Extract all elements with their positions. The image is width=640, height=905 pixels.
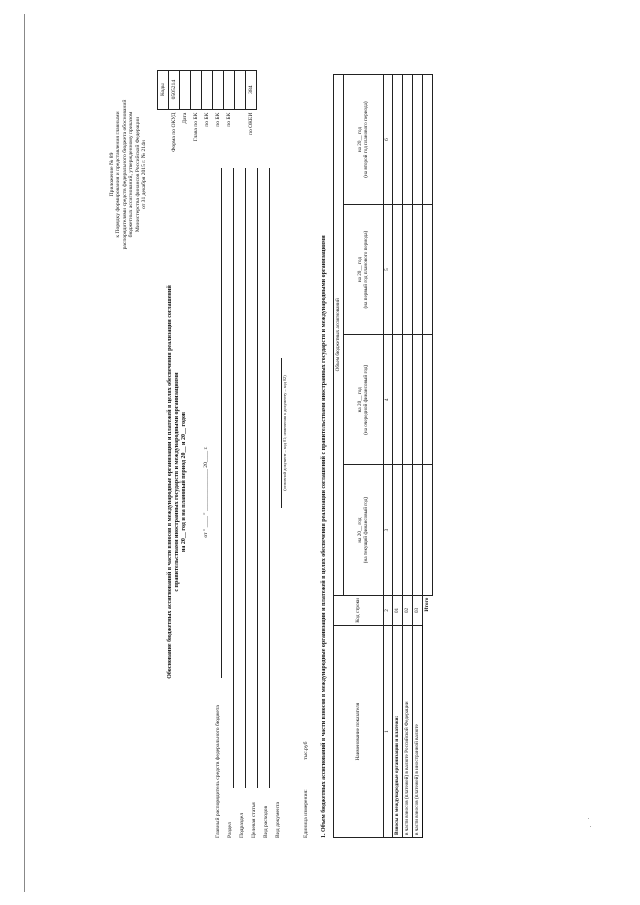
bk-label: по БК <box>214 112 221 127</box>
doc-type-caption: (основной документ – код 01; изменения к документу – код 02) <box>282 375 287 491</box>
col-header-plan-year2 <box>344 75 384 205</box>
row-code: 01 <box>393 595 403 625</box>
row-name: в части взносов (платежей) в валюте Российской Федерации <box>403 626 413 838</box>
col-number: 5 <box>384 205 393 335</box>
appendix-line: от 31 декабря 2015 г. № 214н <box>141 140 148 209</box>
field-label: Вид расходов <box>263 805 269 838</box>
cell <box>423 335 433 465</box>
budget-table <box>333 74 433 838</box>
col-year-label: на 20__ год <box>356 387 363 413</box>
cell <box>403 335 413 465</box>
fields-block <box>213 158 293 838</box>
col-header-current-year <box>344 465 384 595</box>
field-line <box>257 168 258 788</box>
okei-label: по ОКЕИ <box>247 112 254 136</box>
okei-code: 384 <box>246 70 257 109</box>
cell <box>423 465 433 595</box>
group-header-volume: Объем бюджетных ассигнований <box>334 75 344 596</box>
field-label: Вид документа <box>275 802 281 838</box>
doc-title-line1: Обоснование бюджетных ассигнований в части взносов в международные организации и платежей в целях обеспечения реализации соглашений <box>167 285 173 679</box>
cell <box>403 75 413 205</box>
table-row <box>403 75 413 838</box>
bk-code <box>202 70 213 109</box>
row-name: Взносы в международные организации и платежи: <box>393 626 403 838</box>
form-sheet <box>105 62 535 842</box>
cell <box>413 205 423 335</box>
table-row <box>413 75 423 838</box>
cell <box>393 75 403 205</box>
cell <box>393 335 403 465</box>
field-line <box>269 168 270 788</box>
col-year-label: на 20__ год <box>356 517 363 543</box>
units-row <box>303 742 309 838</box>
blank-code <box>235 70 246 109</box>
cell <box>393 465 403 595</box>
appendix-line: распорядителями средств федерального бюджета обоснований <box>121 99 128 250</box>
field-line <box>245 168 246 788</box>
date-label: Дата <box>181 112 188 124</box>
cell <box>403 205 413 335</box>
units-value: тыс.руб <box>303 741 309 760</box>
glava-bk-label: Глава по БК <box>192 112 199 142</box>
col-header-code: Код строки <box>334 595 384 625</box>
cell <box>413 465 423 595</box>
cell <box>423 205 433 335</box>
doc-title-line3: на 20__ год и на плановый период 20__ и 20__ годов <box>180 411 187 553</box>
bk-code <box>213 70 224 109</box>
form-okud-code: 0505214 <box>169 70 180 109</box>
cell <box>403 465 413 595</box>
doc-title <box>167 202 188 762</box>
col-number: 2 <box>384 595 393 625</box>
row-code: 03 <box>413 595 423 625</box>
field-label: Раздел <box>227 822 233 838</box>
col-year-label: на 20__ год <box>356 257 363 283</box>
col-year-caption: (на очередной финансовый год) <box>362 364 369 435</box>
bk-code <box>224 70 235 109</box>
scan-edge-line <box>24 14 25 892</box>
col-year-caption: (на текущий финансовый год) <box>362 496 369 564</box>
section1-title: 1. Объем бюджетных ассигнований в части взносов в международные организации и платежей в целях обеспечения реализации соглашений с правительствами иностранных государств и международными организациями <box>321 235 327 838</box>
cell <box>423 75 433 205</box>
appendix-line: бюджетных ассигнований, утвержденному приказом <box>128 111 135 238</box>
col-header-next-year <box>344 335 384 465</box>
scan-speck <box>588 818 589 819</box>
bk-label: по БК <box>225 112 232 127</box>
doc-date-line: от " ____ " _______________ 20____ г. <box>203 446 209 538</box>
field-label: Главный распорядитель средств федерального бюджета <box>215 705 221 838</box>
field-label: Целевая статья <box>251 802 257 838</box>
col-year-caption: (на первый год планового периода) <box>362 230 369 309</box>
field-line <box>233 168 234 788</box>
codes-table <box>157 70 257 154</box>
codes-header: Коды <box>158 70 169 109</box>
col-number: 6 <box>384 75 393 205</box>
cell <box>393 205 403 335</box>
col-number: 3 <box>384 465 393 595</box>
cell <box>413 335 423 465</box>
total-row <box>423 75 433 838</box>
field-line <box>221 168 222 678</box>
doc-title-line2: с правительствами иностранных государств и международными организациями <box>173 372 180 592</box>
col-year-label: на 20__ год <box>356 126 363 153</box>
units-label: Единица измерения: <box>303 789 309 838</box>
col-year-caption: (на второй год планового периода) <box>362 101 369 178</box>
row-name: в части взносов (платежей) в иностранной валюте <box>413 626 423 838</box>
total-label: Итого <box>423 595 433 837</box>
col-number: 4 <box>384 335 393 465</box>
appendix-block <box>109 62 148 287</box>
appendix-line: Министерства финансов Российской Федерации <box>134 116 141 233</box>
cell <box>413 75 423 205</box>
date-code <box>180 70 191 109</box>
table-row <box>393 75 403 838</box>
bk-label: по БК <box>203 112 210 127</box>
appendix-line: к Порядку формирования и представления главными <box>115 111 122 238</box>
scan-speck <box>590 826 591 827</box>
col-header-name: Наименование показателя <box>334 626 384 838</box>
glava-bk-code <box>191 70 202 109</box>
col-header-plan-year1 <box>344 205 384 335</box>
appendix-title: Приложение № 89 <box>109 152 115 197</box>
form-okud-label: Форма по ОКУД <box>170 112 177 152</box>
field-label: Подраздел <box>239 812 245 838</box>
row-code: 02 <box>403 595 413 625</box>
col-number: 1 <box>384 626 393 838</box>
